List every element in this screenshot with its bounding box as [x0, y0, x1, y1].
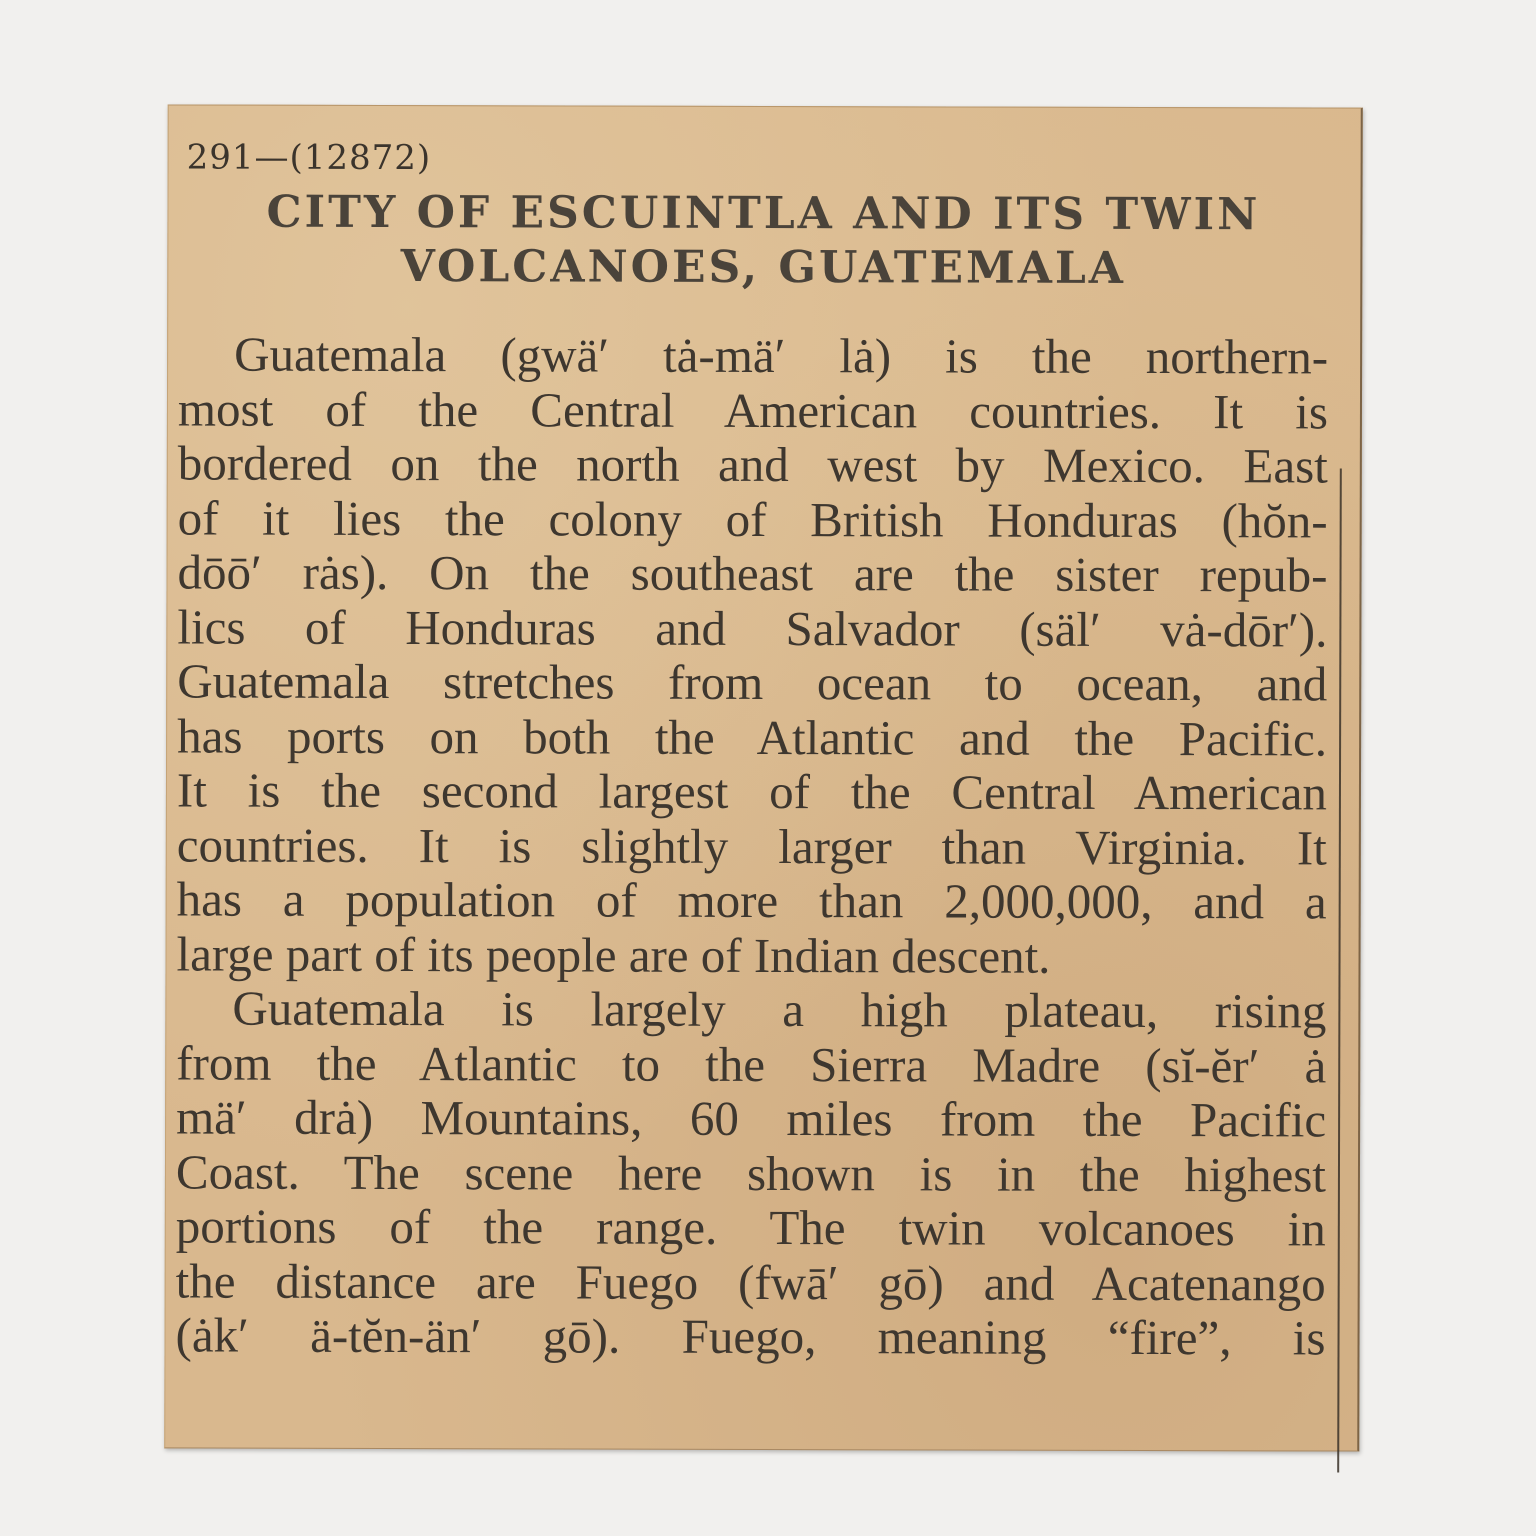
text-line: Guatemala is largely a high plateau, rising: [232, 980, 1327, 1039]
text-line: has ports on both the Atlantic and the Pacific.: [177, 707, 1328, 766]
text-line: countries. It is slightly larger than Virginia. It: [176, 816, 1327, 875]
text-line: It is the second largest of the Central American: [176, 762, 1328, 821]
text-line: most of the Central American countries. It is: [177, 380, 1329, 439]
text-line: of it lies the colony of British Honduras (hŏn-: [177, 489, 1328, 548]
title-line-2: VOLCANOES, GUATEMALA: [400, 241, 1127, 294]
text-line: the distance are Fuego (fwā′ gō) and Acatenango: [175, 1252, 1326, 1311]
card-title: [178, 185, 1348, 296]
text-line: has a population of more than 2,000,000, and a: [176, 871, 1327, 930]
text-line: Guatemala stretches from ocean to ocean, and: [177, 653, 1328, 712]
text-line: (ȧk′ ä-tĕn-än′ gō). Fuego, meaning “fire”, is: [175, 1307, 1326, 1366]
text-line: dōō′ rȧs). On the southeast are the sister repub-: [177, 544, 1328, 603]
text-line: large part of its people are of Indian descent.: [176, 925, 1051, 984]
text-line: from the Atlantic to the Sierra Madre (sĭ-ĕr′ ȧ: [176, 1034, 1327, 1093]
description-text: [175, 327, 1328, 1366]
text-line: lics of Honduras and Salvador (säl′ vȧ-dōr′).: [177, 598, 1328, 657]
stereoview-card: [164, 104, 1363, 1451]
title-line-1: CITY OF ESCUINTLA AND ITS TWIN: [266, 186, 1261, 241]
text-line: Coast. The scene here shown is in the highest: [175, 1143, 1327, 1202]
catalog-number: 291—(12872): [186, 137, 432, 179]
text-line: Guatemala (gwä′ tȧ-mä′ lȧ) is the northern-: [234, 326, 1329, 385]
text-line: portions of the range. The twin volcanoes in: [175, 1198, 1326, 1257]
margin-rule: [1337, 469, 1342, 1473]
text-line: mä′ drȧ) Mountains, 60 miles from the Pacific: [176, 1089, 1327, 1148]
text-line: bordered on the north and west by Mexico. East: [177, 435, 1328, 494]
